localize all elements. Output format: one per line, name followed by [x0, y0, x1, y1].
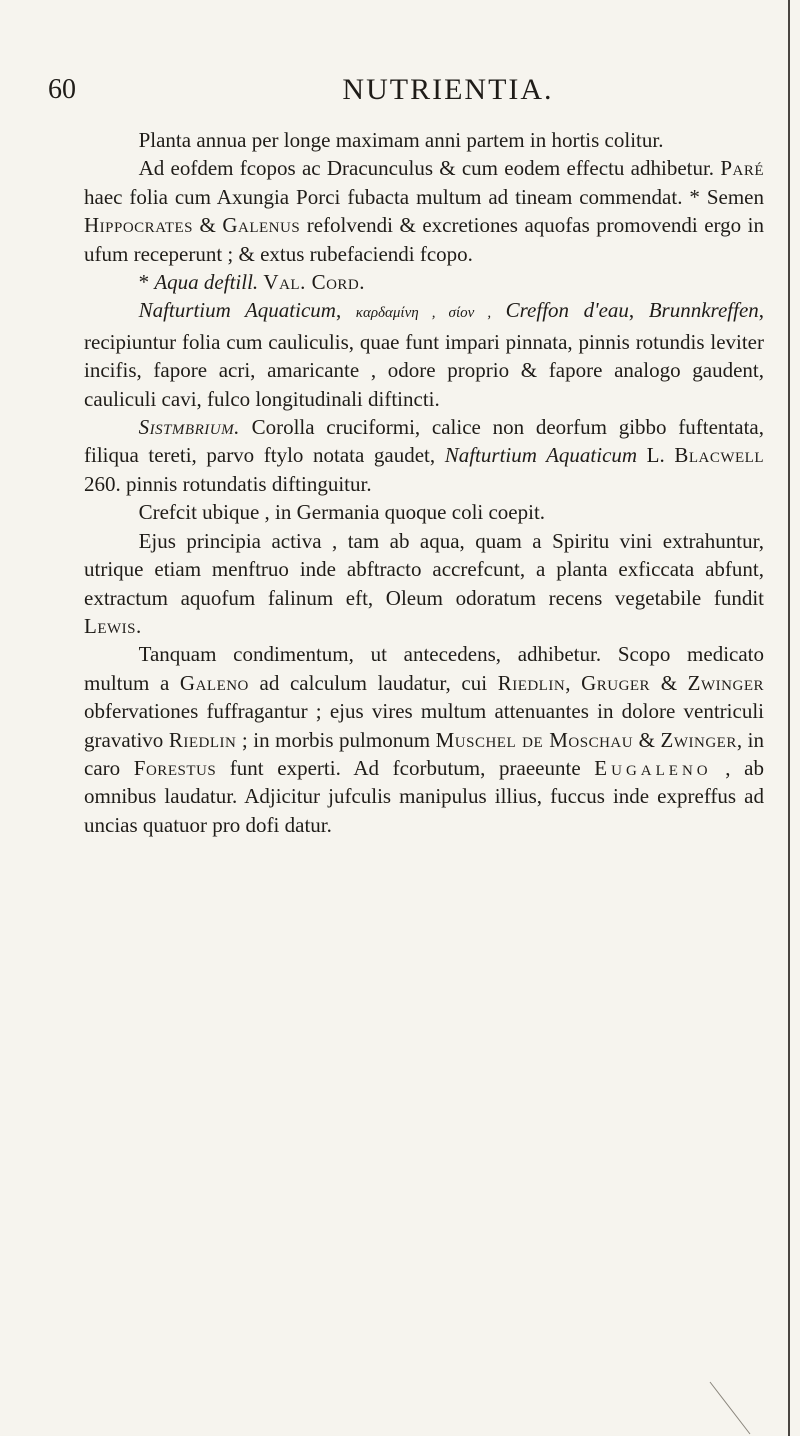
paragraph	[84, 413, 764, 498]
author-name: Riedlin	[497, 670, 566, 695]
text-run: Ad eofdem fcopos ac Dracunculus & cum eodem effectu adhibetur.	[138, 156, 721, 181]
author-name: Lewis.	[84, 613, 142, 638]
italic-term: Creffon d'eau	[505, 298, 629, 323]
text-run: Tanquam condimentum, ut antecedens, adhibetur. Scopo medicato multum a	[84, 642, 764, 695]
text-run: ,	[628, 298, 649, 323]
author-name: Hippocrates	[84, 213, 194, 238]
paragraph	[84, 268, 764, 296]
italic-term: Nafturtium Aquaticum	[444, 443, 638, 468]
text-run: Planta annua per longe maximam anni partem in hortis colitur.	[138, 128, 664, 152]
author-name: Galenus	[222, 213, 301, 238]
text-run: , in caro	[84, 727, 764, 780]
text-run: , ab omnibus laudatur. Adjicitur jufculis manipulus illius, fuccus inde expreffus ad uncias quatuor pro dofi datur.	[84, 755, 764, 837]
text-run	[491, 298, 506, 322]
stray-mark-icon	[706, 1380, 756, 1436]
paragraph	[84, 126, 764, 154]
page-edge-line	[788, 0, 790, 1436]
text-run: *	[138, 270, 155, 295]
text-run: &	[650, 670, 688, 695]
page-header	[48, 70, 768, 110]
page-number: 60	[48, 74, 76, 105]
running-head: NUTRIENTIA.	[342, 73, 554, 106]
paragraph	[84, 640, 764, 839]
text-run: Crefcit ubique , in Germania quoque coli coepit.	[138, 500, 546, 525]
paragraph	[84, 154, 764, 268]
body-text	[84, 126, 764, 839]
text-run: &	[193, 213, 223, 238]
author-name: Sistmbrium.	[138, 415, 240, 440]
text-run: Corolla cruciformi, calice non deorfum gibbo fuftentata, filiqua tereti, parvo ftylo notata gaudet,	[84, 415, 764, 468]
author-name: Blacwell	[674, 443, 764, 468]
author-name: Riedlin	[168, 727, 237, 752]
author-name: Muschel de Moschau	[435, 727, 634, 752]
text-run: haec folia cum Axungia Porci fubacta multum ad tineam commendat. * Semen	[84, 184, 764, 209]
text-run: ,	[565, 670, 582, 695]
text-run: &	[633, 727, 661, 752]
author-name: Eugaleno	[594, 755, 712, 780]
paragraph	[84, 296, 764, 413]
text-run: ,	[335, 298, 356, 323]
author-name: Zwinger	[660, 727, 737, 752]
text-run: Ejus principia activa , tam ab aqua, quam a Spiritu vini extrahuntur, utrique etiam menftruo inde abftracto accrefcunt, a planta exficcata abfunt, extractum aquofum falinum eft, Oleum odoratum recens vegetabile fundit	[84, 528, 764, 610]
text-run: L.	[637, 443, 675, 468]
text-run: obfervationes fuffragantur ; ejus vires multum attenuantes in dolore ventriculi gravativo	[84, 699, 764, 752]
text-run: refolvendi & excretiones aquofas promovendi ergo in ufum receperunt ; & extus rubefaciendi fcopo.	[84, 213, 764, 266]
paragraph	[84, 527, 764, 641]
author-name: Paré	[720, 156, 764, 181]
italic-term: Aqua deftill.	[154, 270, 259, 295]
paragraph	[84, 498, 764, 526]
author-name: Gruger	[581, 670, 651, 695]
author-name: Zwinger	[687, 670, 764, 695]
text-run: , recipiuntur folia cum cauliculis, quae funt impari pinnata, pinnis rotundis leviter incifis, fapore acri, amaricante , odore proprio & fapore analogo gaudent, cauliculi cavi, fulco longitudinali diftincti.	[84, 298, 765, 411]
italic-term: Brunnkreffen	[648, 298, 759, 323]
author-name: Val. Cord.	[263, 270, 366, 295]
greek-term: καρδαμίνη , σίον ,	[355, 305, 492, 322]
text-run: ad calculum laudatur, cui	[248, 670, 498, 695]
italic-term: Nafturtium Aquaticum	[138, 298, 336, 323]
text-run: 260. pinnis rotundatis diftinguitur.	[84, 471, 372, 496]
author-name: Forestus	[133, 755, 217, 780]
author-name: Galeno	[179, 670, 249, 695]
text-run: funt experti. Ad fcorbutum, praeeunte	[216, 755, 595, 780]
text-run: ; in morbis pulmonum	[236, 727, 436, 752]
